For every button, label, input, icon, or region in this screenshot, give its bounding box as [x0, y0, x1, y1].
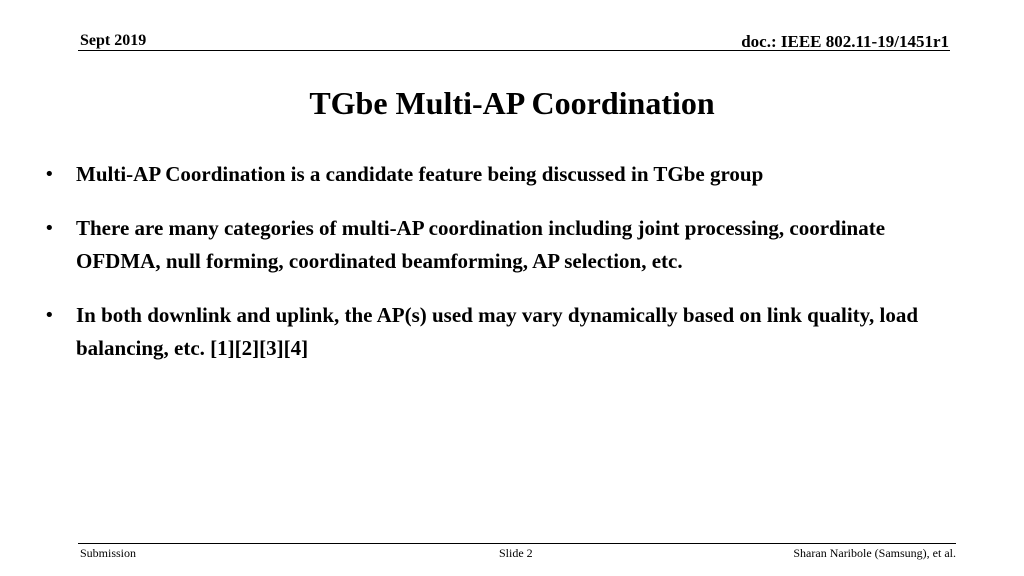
bullet-item — [44, 212, 974, 278]
footer-author: Sharan Naribole (Samsung), et al. — [793, 546, 956, 560]
header-divider — [78, 50, 950, 51]
bullet-icon: • — [44, 218, 55, 239]
footer-slide-number: Slide 2 — [499, 546, 533, 560]
header-date: Sept 2019 — [80, 32, 147, 49]
slide-title: TGbe Multi-AP Coordination — [309, 85, 715, 121]
bullet-list — [44, 158, 974, 386]
footer-divider — [78, 543, 956, 544]
bullet-item — [44, 299, 974, 365]
header-doc-id: doc.: IEEE 802.11-19/1451r1 — [741, 32, 949, 51]
bullet-icon: • — [44, 164, 55, 185]
bullet-icon: • — [44, 305, 55, 326]
bullet-item — [44, 158, 974, 191]
bullet-text: In both downlink and uplink, the AP(s) used may vary dynamically based on link quality, load balancing, etc. [1][2][3][4] — [76, 303, 919, 360]
bullet-text: There are many categories of multi-AP coordination including joint processing, coordinate OFDMA, null forming, coordinated beamforming, AP selection, etc. — [76, 216, 886, 273]
bullet-text: Multi-AP Coordination is a candidate feature being discussed in TGbe group — [76, 162, 764, 186]
footer-submission: Submission — [80, 546, 137, 560]
